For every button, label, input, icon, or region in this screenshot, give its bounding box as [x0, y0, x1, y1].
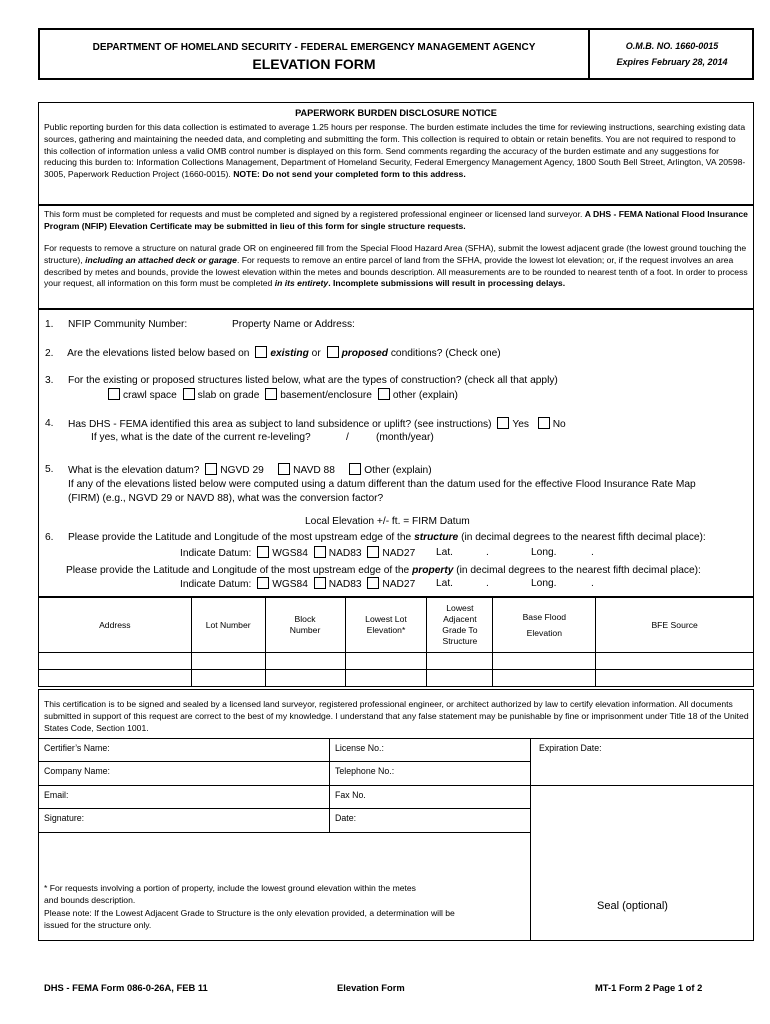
q2-row	[45, 346, 501, 360]
datum-opt-nad27-1: NAD27	[382, 548, 416, 559]
agency-name: DEPARTMENT OF HOMELAND SECURITY - FEDERAL EMERGENCY MANAGEMENT AGENCY	[92, 42, 536, 53]
long-label-1: Long.	[531, 547, 557, 558]
long-dot-2: .	[591, 578, 594, 589]
address-cell[interactable]	[39, 670, 192, 687]
lag-cell[interactable]	[427, 653, 493, 670]
col-block-number-label: Block Number	[289, 614, 321, 635]
expiration-label: Expiration Date:	[539, 743, 602, 753]
datum-opt-wgs84-2: WGS84	[272, 579, 308, 590]
instructions-p2-b: including an attached deck or garage	[85, 254, 237, 265]
col-bfe-source: BFE Source	[596, 598, 754, 653]
q5-sub2: (FIRM) (e.g., NGVD 29 or NAVD 88), what was the conversion factor?	[68, 493, 384, 504]
instructions-p2-d: in its entirety	[274, 278, 329, 289]
signature-label: Signature:	[44, 813, 85, 823]
long-label-2: Long.	[531, 578, 557, 589]
q6-property-row	[66, 564, 701, 577]
navd88-checkbox[interactable]	[278, 463, 290, 475]
q3-options	[105, 388, 458, 402]
bfe-cell[interactable]	[493, 653, 596, 670]
col-bfe	[493, 598, 596, 653]
lowest-lot-cell[interactable]	[345, 670, 427, 687]
instructions-p2-e: . Incomplete submissions will result in processing delays.	[328, 278, 566, 289]
lat-dot-2: .	[486, 578, 489, 589]
col-block-number	[265, 598, 345, 653]
datum-label-2: Indicate Datum:	[180, 579, 252, 590]
cert-col-line-2	[530, 738, 531, 941]
cert-row-line-4	[38, 808, 530, 809]
long-dot-1: .	[591, 547, 594, 558]
q6-b1: Please provide the Latitude and Longitude of the most upstream edge of the	[66, 565, 410, 576]
wgs84-checkbox-2[interactable]	[257, 577, 269, 589]
footer-form-name: Elevation Form	[337, 982, 405, 993]
nad83-checkbox-1[interactable]	[314, 546, 326, 558]
col-bfe-label: Base Flood Elevation	[522, 612, 567, 638]
ngvd29-checkbox[interactable]	[205, 463, 217, 475]
q2-number: 2.	[45, 348, 54, 359]
q5-text: What is the elevation datum?	[68, 465, 200, 476]
bfe-source-cell[interactable]	[596, 653, 754, 670]
table-row[interactable]	[39, 670, 754, 687]
date-label: Date:	[335, 813, 357, 823]
col-lowest-lot-label: Lowest Lot Elevation*	[365, 614, 407, 635]
q2-text: Are the elevations listed below based on	[67, 348, 250, 359]
instructions-p2	[44, 243, 750, 290]
q2-proposed-label: proposed	[341, 348, 388, 359]
datum-opt-wgs84-1: WGS84	[272, 548, 308, 559]
certification-text: This certification is to be signed and sealed by a licensed land surveyor, registered professional engineer, or architect authorized by law to certify elevation information. All documents submitted in support of this request are correct to the best of my knowledge. I understand that any false statement may be punishable by fine or imprisonment under Title 18 of the United States Code, Section 1001.	[44, 699, 749, 733]
datum-opt-nad83-2: NAD83	[328, 579, 362, 590]
subsidence-no-checkbox[interactable]	[538, 417, 550, 429]
other-datum-checkbox[interactable]	[349, 463, 361, 475]
nad27-checkbox-2[interactable]	[367, 577, 379, 589]
q4-format: (month/year)	[376, 432, 434, 443]
email-label: Email:	[44, 790, 69, 800]
datum-opt-nad83-1: NAD83	[328, 548, 362, 559]
table-row[interactable]	[39, 653, 754, 670]
instructions-p2-c: . For requests to remove an entire parcel of land from the SFHA, provide the lowest lot elevation; or, if the request involves an area described by metes and bounds, provide the lowest elevation within the metes and bounds description. All measurements are to be rounded to nearest tenth of a foot. In order to process your request, all information on this form must be completed	[44, 254, 748, 289]
lat-label-2: Lat.	[436, 578, 453, 589]
form-title: ELEVATION FORM	[252, 56, 376, 72]
q6-a2: (in decimal degrees to the nearest fifth decimal place):	[461, 532, 706, 543]
q4-yes: Yes	[512, 419, 530, 430]
cert-row-line-5	[38, 832, 530, 833]
q5-opt-navd: NAVD 88	[293, 465, 335, 476]
q5-number: 5.	[45, 464, 54, 475]
nad27-checkbox-1[interactable]	[367, 546, 379, 558]
q5-conversion: Local Elevation +/- ft. = FIRM Datum	[305, 516, 470, 527]
seal-label: Seal (optional)	[597, 900, 668, 912]
datum-label-1: Indicate Datum:	[180, 548, 252, 559]
burden-heading: PAPERWORK BURDEN DISCLOSURE NOTICE	[295, 108, 497, 118]
certifier-name-label: Certifier’s Name:	[44, 743, 110, 753]
q3-opt-other: other (explain)	[392, 390, 458, 401]
col-address: Address	[39, 598, 192, 653]
q6-a1: Please provide the Latitude and Longitude of the most upstream edge of the	[68, 532, 412, 543]
omb-number: O.M.B. NO. 1660-0015	[625, 41, 719, 51]
q6-number: 6.	[45, 532, 54, 543]
q2-or: or	[311, 348, 321, 359]
q3-opt-slab: slab on grade	[197, 390, 260, 401]
burden-text	[44, 122, 750, 181]
basement-checkbox[interactable]	[265, 388, 277, 400]
q1-property-label: Property Name or Address:	[232, 319, 355, 330]
q3-number: 3.	[45, 375, 54, 386]
col-lowest-lot	[345, 598, 427, 653]
lowest-lot-cell[interactable]	[345, 653, 427, 670]
proposed-checkbox[interactable]	[327, 346, 339, 358]
col-lowest-adjacent	[427, 598, 493, 653]
datum-opt-nad27-2: NAD27	[382, 579, 416, 590]
col-lowest-adjacent-label: Lowest Adjacent Grade To Structure	[442, 603, 478, 646]
other-construction-checkbox[interactable]	[378, 388, 390, 400]
company-name-label: Company Name:	[44, 766, 111, 776]
slab-on-grade-checkbox[interactable]	[183, 388, 195, 400]
q1-number: 1.	[45, 319, 54, 330]
burden-body: Public reporting burden for this data collection is estimated to average 1.25 hours per response. The burden estimate includes the time for reviewing instructions, searching existing data sources, gathering and maintaining the needed data, and completing and submitting the form. This collection is required to obtain or retain benefits. You are not required to respond to this collection of information unless a valid OMB control number is displayed on this form. Send comments regarding the accuracy of the burden estimate and any suggestions for reducing this burden to: Information Collections Management, Department of Homeland Security, Federal Emergency Management Agency, 1800 South Bell Street, Arlington, VA 20598-3005, Paperwork Reduction Project (1660-0015).	[44, 122, 746, 180]
q6-b-bold: property	[412, 565, 454, 576]
address-cell[interactable]	[39, 653, 192, 670]
block-cell[interactable]	[265, 670, 345, 687]
lot-cell[interactable]	[191, 670, 265, 687]
q6-a-bold: structure	[414, 532, 459, 543]
lat-dot-1: .	[486, 547, 489, 558]
footnote-metes-bounds: * For requests involving a portion of property, include the lowest ground elevation within the metes and bounds description.	[44, 883, 416, 905]
existing-checkbox[interactable]	[255, 346, 267, 358]
block-cell[interactable]	[265, 653, 345, 670]
telephone-label: Telephone No.:	[335, 766, 395, 776]
instructions-p1-b: A DHS - FEMA National Flood Insurance Program (NFIP) Elevation Certificate may be submitted in lieu of this form for single structure requests.	[44, 209, 748, 231]
q5-opt-other: Other (explain)	[364, 465, 432, 476]
q6-structure-row	[68, 531, 706, 544]
cert-col-line-1	[329, 738, 330, 832]
q6-property-datum	[180, 577, 415, 591]
fax-label: Fax No.	[335, 790, 366, 800]
subsidence-yes-checkbox[interactable]	[497, 417, 509, 429]
q2-existing-label: existing	[270, 348, 309, 359]
elevation-table	[38, 597, 754, 687]
cert-row-line-2	[38, 761, 530, 762]
footer-page-number: MT-1 Form 2 Page 1 of 2	[595, 982, 703, 993]
col-lot-number: Lot Number	[191, 598, 265, 653]
q4-row	[68, 417, 566, 431]
burden-note: NOTE: Do not send your completed form to this address.	[233, 169, 466, 180]
table-header-row	[39, 598, 754, 653]
q5-sub1: If any of the elevations listed below were computed using a datum different than the datum used for the effective Flood Insurance Rate Map	[68, 479, 696, 490]
q1-community-label: NFIP Community Number:	[68, 319, 188, 330]
nad83-checkbox-2[interactable]	[314, 577, 326, 589]
footnote-lag-only: Please note: If the Lowest Adjacent Grade to Structure is the only elevation provided, a determination will be issued for the structure only.	[44, 908, 455, 930]
cert-row-line-3	[38, 785, 754, 786]
q3-opt-crawl: crawl space	[123, 390, 177, 401]
expiration-notice: Expires February 28, 2014	[616, 57, 728, 67]
q4-text: Has DHS - FEMA identified this area as subject to land subsidence or uplift? (see instructions)	[68, 419, 492, 430]
q4-sub: If yes, what is the date of the current re-leveling?	[91, 432, 311, 443]
lag-cell[interactable]	[427, 670, 493, 687]
q5-row	[68, 463, 432, 477]
bfe-source-cell[interactable]	[596, 670, 754, 687]
q3-opt-basement: basement/enclosure	[280, 390, 372, 401]
q4-no: No	[552, 419, 566, 430]
q3-text: For the existing or proposed structures listed below, what are the types of construction? (check all that apply)	[68, 375, 558, 386]
footer-form-number: DHS - FEMA Form 086-0-26A, FEB 11	[44, 982, 208, 993]
q4-number: 4.	[45, 418, 54, 429]
header-divider	[588, 30, 590, 78]
instructions-p2-a: For requests to remove a structure on natural grade OR on engineered fill from the Special Flood Hazard Area (SFHA), submit the lowest adjacent grade (the lowest ground touching the structure),	[44, 243, 747, 265]
license-label: License No.:	[335, 743, 384, 753]
lot-cell[interactable]	[191, 653, 265, 670]
q5-opt-ngvd: NGVD 29	[220, 465, 264, 476]
lat-label-1: Lat.	[436, 547, 453, 558]
q6-structure-datum	[180, 546, 415, 560]
crawl-space-checkbox[interactable]	[108, 388, 120, 400]
instructions-p1	[44, 209, 750, 233]
q4-slash: /	[346, 432, 349, 443]
bfe-cell[interactable]	[493, 670, 596, 687]
cert-row-line-1	[38, 738, 754, 739]
wgs84-checkbox-1[interactable]	[257, 546, 269, 558]
q2-tail: conditions? (Check one)	[390, 348, 501, 359]
instructions-p1-a: This form must be completed for requests and must be completed and signed by a registered professional engineer or licensed land surveyor.	[44, 209, 583, 219]
q6-b2: (in decimal degrees to the nearest fifth decimal place):	[456, 565, 701, 576]
